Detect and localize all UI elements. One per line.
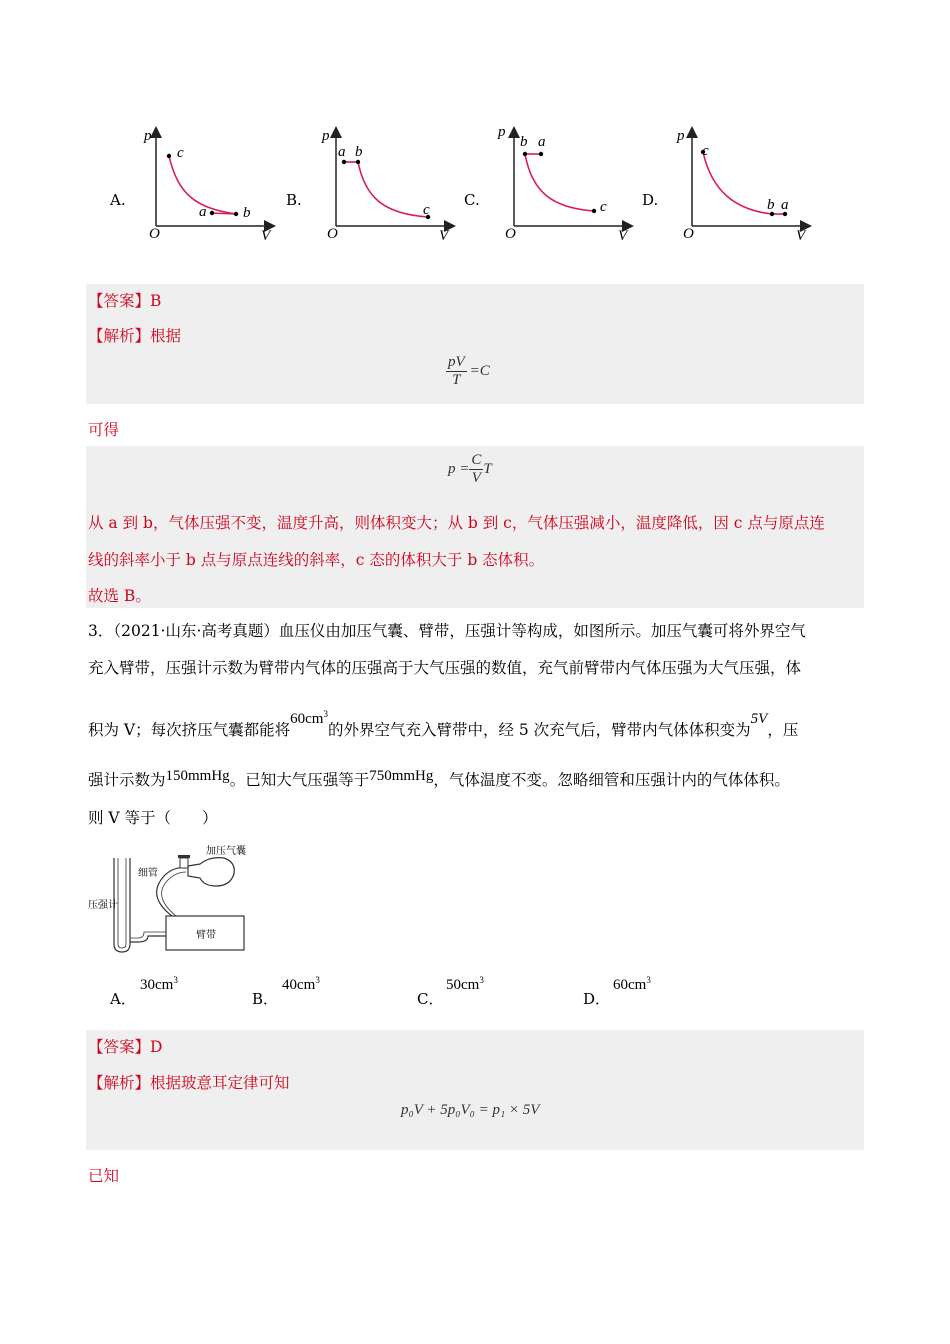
option-label: D. (642, 191, 659, 209)
pv-graph (140, 126, 280, 248)
point-label: c (702, 143, 709, 159)
axis-y-label: p (144, 128, 152, 144)
axis-x-label: V (618, 228, 628, 244)
tube-label: 细管 (138, 868, 158, 879)
kede-text: 可得 (88, 421, 120, 439)
explanation-line: 线的斜率小于 b 点与原点连线的斜率，c 态的体积大于 b 态体积。 (88, 551, 545, 569)
choice-value: $40cm^3$ (282, 975, 320, 993)
point-label: b (355, 144, 363, 160)
q3-line: 则 V 等于（ ） (88, 809, 218, 827)
axis-y-label: p (677, 128, 685, 144)
thin-tube (157, 868, 186, 916)
bulb-label: 加压气囊 (206, 846, 246, 857)
axis-x-label: V (796, 228, 806, 244)
point-label: a (199, 204, 207, 220)
point-label: b (243, 205, 251, 221)
q3-line: 积为 V；每次挤压气囊都能将$60cm^3$的外界空气充入臂带中，经 5 次充气后，臂带内气体体积变为5V，压 (88, 709, 799, 739)
axis-y-label: p (322, 128, 330, 144)
point-label: b (767, 197, 775, 213)
conclusion: 故选 B。 (88, 587, 151, 605)
point-b (234, 212, 238, 216)
choice-value: $30cm^3$ (140, 975, 178, 993)
cuff-label: 臂带 (196, 930, 216, 941)
formula-p: p = $\frac{C}{V}$ T (448, 452, 492, 486)
answer-line: 【答案】B (88, 292, 162, 310)
option-label: B. (286, 191, 302, 209)
point-c (167, 154, 171, 158)
option-label: C. (464, 191, 480, 209)
answer-line: 【答案】D (88, 1038, 163, 1056)
point-label: c (423, 202, 430, 218)
point-label: a (538, 134, 546, 150)
q3-line: 充入臂带，压强计示数为臂带内气体的压强高于大气压强的数值，充气前臂带内气体压强为大气压强，体 (88, 659, 802, 677)
formula-pv-over-t: $\frac{pV}{T}$ =C (448, 354, 490, 388)
axis-x-label: V (439, 228, 449, 244)
gauge-label: 压强计 (88, 900, 118, 911)
analysis-line: 【解析】根据 (88, 327, 182, 345)
explanation-line: 从 a 到 b，气体压强不变，温度升高，则体积变大；从 b 到 c，气体压强减小，温度降低，因 c 点与原点连 (88, 514, 825, 532)
pressure-bulb (188, 858, 234, 886)
axis-x-label: V (261, 228, 271, 244)
option-label: A. (110, 191, 126, 209)
point-label: a (781, 197, 789, 213)
choice-value: $50cm^3$ (446, 975, 484, 993)
q3-line: 强计示数为150mmHg。已知大气压强等于750mmHg，气体温度不变。忽略细管和压强计内的气体体积。 (88, 768, 790, 789)
origin-label: O (327, 226, 338, 242)
isobar-segment (212, 213, 236, 214)
q3-line: 3．（2021·山东·高考真题）血压仪由加压气囊、臂带，压强计等构成，如图所示。加压气囊可将外界空气 (88, 622, 806, 640)
point-label: c (600, 199, 607, 215)
origin-label: O (505, 226, 516, 242)
yizhi-text: 已知 (88, 1167, 120, 1185)
analysis-line: 【解析】根据玻意耳定律可知 (88, 1074, 290, 1092)
axis-y-label: p (498, 124, 506, 140)
origin-label: O (149, 226, 160, 242)
point-a (210, 211, 214, 215)
point-label: a (338, 144, 346, 160)
pv-graph (498, 126, 638, 248)
pv-graph (676, 126, 816, 248)
choice-value: $60cm^3$ (613, 975, 651, 993)
point-label: b (520, 134, 528, 150)
origin-label: O (683, 226, 694, 242)
point-label: c (177, 145, 184, 161)
boyle-equation: p₀V + 5p₀V₀ = p₁ × 5V (401, 1102, 540, 1118)
